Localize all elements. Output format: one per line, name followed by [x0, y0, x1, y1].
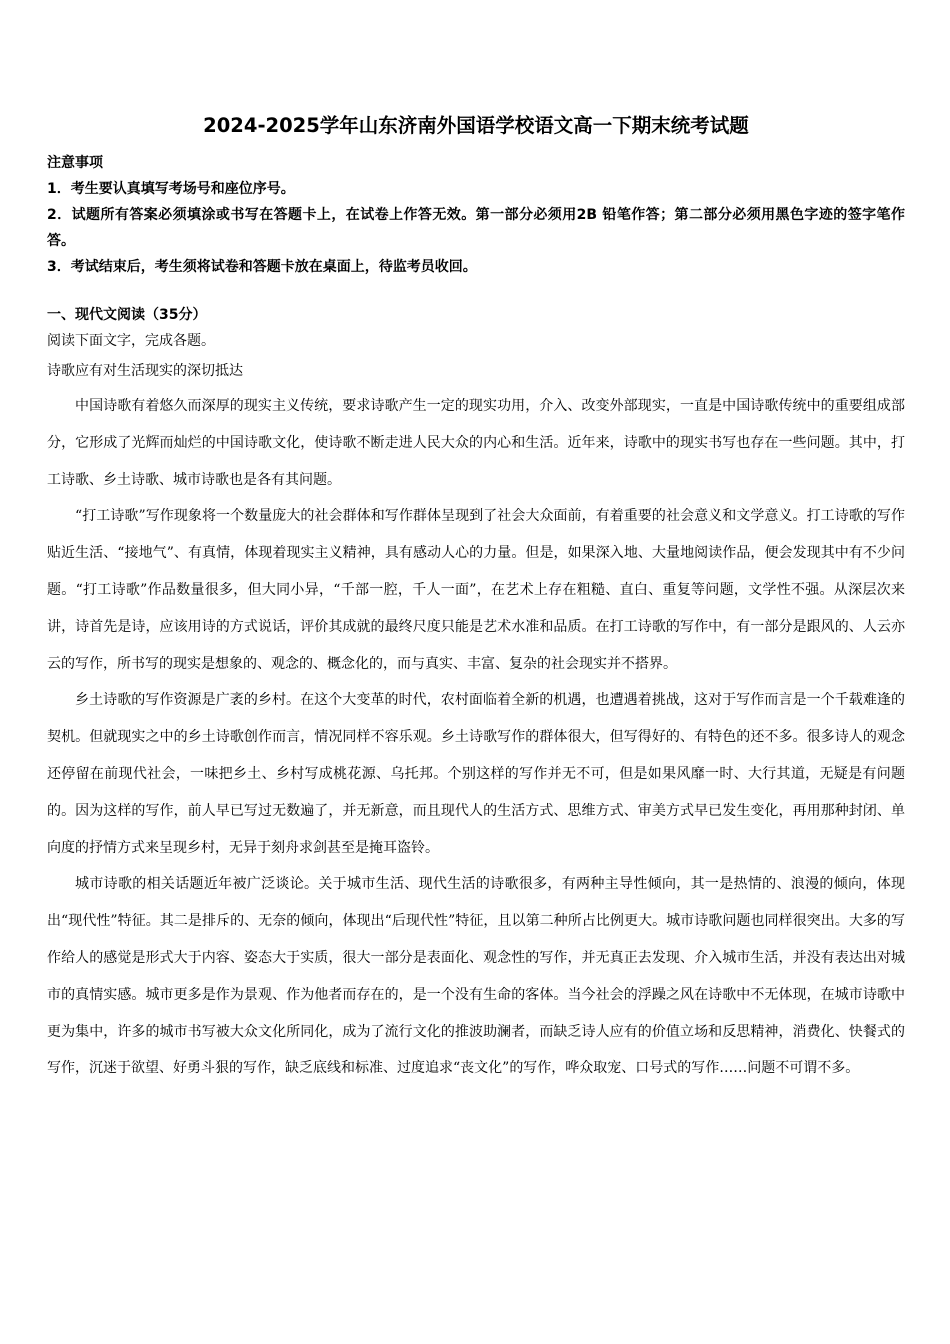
- exam-title: 2024-2025学年山东济南外国语学校语文高一下期末统考试题: [203, 114, 749, 137]
- section-instruction: 阅读下面文字，完成各题。: [47, 333, 215, 349]
- notice-item-1: 1．考生要认真填写考场号和座位序号。: [47, 181, 295, 197]
- article-paragraph-1: 中国诗歌有着悠久而深厚的现实主义传统，要求诗歌产生一定的现实功用，介入、改变外部现实，一直是中国诗歌传统中的重要组成部分，它形成了光辉而灿烂的中国诗歌文化，使诗歌不断走进人民大众的内心和生活。近年来，诗歌中的现实书写也存在一些问题。其中，打工诗歌、乡土诗歌、城市诗歌也是各有其问题。: [47, 398, 905, 488]
- exam-page: [47, 0, 905, 1087]
- notice-item-3: 3．考试结束后，考生须将试卷和答题卡放在桌面上，待监考员收回。: [47, 259, 477, 275]
- article-paragraph-3: 乡土诗歌的写作资源是广袤的乡村。在这个大变革的时代，农村面临着全新的机遇，也遭遇着挑战，这对于写作而言是一个千载难逢的契机。但就现实之中的乡土诗歌创作而言，情况同样不容乐观。乡土诗歌写作的群体很大，但写得好的、有特色的还不多。很多诗人的观念还停留在前现代社会，一味把乡土、乡村写成桃花源、乌托邦。个别这样的写作并无不可，但是如果风靡一时、大行其道，无疑是有问题的。因为这样的写作，前人早已写过无数遍了，并无新意，而且现代人的生活方式、思维方式、审美方式早已发生变化，再用那种封闭、单向度的抒情方式来呈现乡村，无异于刻舟求剑甚至是掩耳盗铃。: [47, 692, 905, 856]
- article-title: 诗歌应有对生活现实的深切抵达: [47, 363, 243, 379]
- article-paragraph-4: 城市诗歌的相关话题近年被广泛谈论。关于城市生活、现代生活的诗歌很多，有两种主导性倾向，其一是热情的、浪漫的倾向，体现出“现代性”特征。其二是排斥的、无奈的倾向，体现出“后现代性”特征，且以第二种所占比例更大。城市诗歌问题也同样很突出。大多的写作给人的感觉是形式大于内容、姿态大于实质，很大一部分是表面化、观念性的写作，并无真正去发现、介入城市生活，并没有表达出对城市的真情实感。城市更多是作为景观、作为他者而存在的，是一个没有生命的客体。当今社会的浮躁之风在诗歌中不无体现，在城市诗歌中更为集中，许多的城市书写被大众文化所同化，成为了流行文化的推波助澜者，而缺乏诗人应有的价值立场和反思精神，消费化、快餐式的写作，沉迷于欲望、好勇斗狠的写作，缺乏底线和标准、过度追求“丧文化”的写作，哗众取宠、口号式的写作……问题不可谓不多。: [47, 876, 905, 1077]
- section-heading: 一、现代文阅读（35分）: [47, 307, 207, 323]
- reading-section: [47, 302, 905, 384]
- notice-block: [47, 150, 905, 280]
- article-paragraph-2: “打工诗歌”写作现象将一个数量庞大的社会群体和写作群体呈现到了社会大众面前，有着重要的社会意义和文学意义。打工诗歌的写作贴近生活、“接地气”、有真情，体现着现实主义精神，具有感动人心的力量。但是，如果深入地、大量地阅读作品，便会发现其中有不少问题。“打工诗歌”作品数量很多，但大同小异，“千部一腔，千人一面”，在艺术上存在粗糙、直白、重复等问题，文学性不强。从深层次来讲，诗首先是诗，应该用诗的方式说话，评价其成就的最终尺度只能是艺术水准和品质。在打工诗歌的写作中，有一部分是跟风的、人云亦云的写作，所书写的现实是想象的、观念的、概念化的，而与真实、丰富、复杂的社会现实并不搭界。: [47, 508, 905, 672]
- article-body: [47, 388, 905, 1087]
- notice-item-2: 2．试题所有答案必须填涂或书写在答题卡上，在试卷上作答无效。第一部分必须用2B 铅笔作答；第二部分必须用黑色字迹的签字笔作答。: [47, 207, 905, 249]
- notice-heading: 注意事项: [47, 155, 103, 171]
